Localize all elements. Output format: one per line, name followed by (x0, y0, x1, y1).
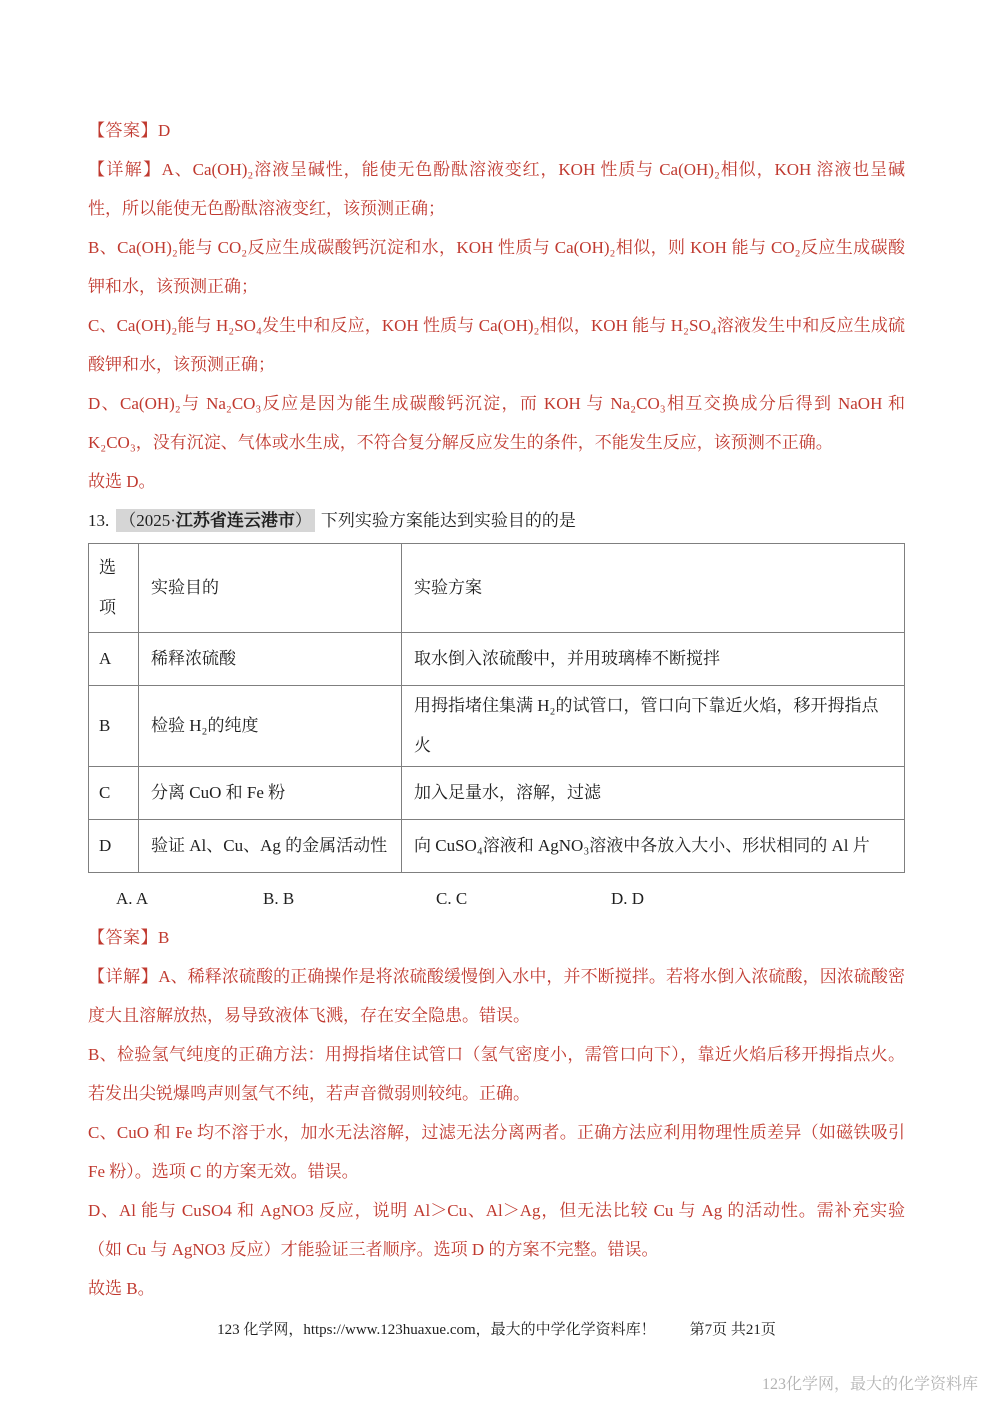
table-header-option: 选项 (89, 544, 139, 633)
table-header-row (89, 544, 905, 633)
answer-value: B (158, 928, 170, 947)
question-stem: 下列实验方案能达到实验目的的是 (320, 511, 576, 530)
choice-a: A. A (116, 889, 149, 908)
explanation-label: 【详解】 (88, 967, 159, 986)
explanation-label: 【详解】 (88, 160, 162, 179)
answer-line-1 (88, 111, 905, 150)
footer-page-number: 第7页 共21页 (689, 1322, 776, 1338)
explanation-paragraph: D、Al 能与 CuSO4 和 AgNO3 反应，说明 Al＞Cu、Al＞Ag，但无法比较 Cu 与 Ag 的活动性。需补充实验（如 Cu 与 AgNO3 反应）才能验证三者顺序。选项 D 的方案不完整。错误。 (88, 1201, 905, 1259)
table-cell-option: A (89, 633, 139, 686)
table-cell-option: D (89, 820, 139, 873)
table-row (89, 686, 905, 767)
footer-site-text: 123 化学网，https://www.123huaxue.com，最大的中学化学资料库！ (217, 1322, 656, 1338)
explanation-paragraph: B、Ca(OH)₂能与 CO₂反应生成碳酸钙沉淀和水，KOH 性质与 Ca(OH)₂相似，则 KOH 能与 CO₂反应生成碳酸钾和水，该预测正确； (88, 238, 905, 296)
table-cell-option: B (89, 686, 139, 767)
question-source-highlight (116, 509, 315, 532)
question-13-stem-line (88, 501, 905, 540)
question-source-prefix: （2025· (119, 511, 176, 530)
question-number: 13. (88, 511, 110, 530)
explanation-paragraph (88, 150, 905, 228)
answer-conclusion: 故选 D。 (88, 472, 156, 491)
table-cell-plan: 加入足量水，溶解，过滤 (402, 767, 905, 820)
explanation-paragraph: C、CuO 和 Fe 均不溶于水，加水无法溶解，过滤无法分离两者。正确方法应利用物理性质差异（如磁铁吸引 Fe 粉）。选项 C 的方案无效。错误。 (88, 1123, 905, 1181)
table-row (89, 820, 905, 873)
explanation-paragraph: B、检验氢气纯度的正确方法：用拇指堵住试管口（氢气密度小，需管口向下），靠近火焰后移开拇指点火。若发出尖锐爆鸣声则氢气不纯，若声音微弱则较纯。正确。 (88, 1045, 905, 1103)
explanation-text: A、稀释浓硫酸的正确操作是将浓硫酸缓慢倒入水中，并不断搅拌。若将水倒入浓硫酸，因浓硫酸密度大且溶解放热，易导致液体飞溅，存在安全隐患。错误。 (88, 967, 906, 1025)
table-cell-plan: 用拇指堵住集满 H₂的试管口，管口向下靠近火焰，移开拇指点火 (402, 686, 905, 767)
table-header-purpose: 实验目的 (139, 544, 402, 633)
question-source-suffix: ） (294, 511, 312, 530)
table-cell-purpose: 验证 Al、Cu、Ag 的金属活动性 (139, 820, 402, 873)
table-cell-plan: 向 CuSO₄溶液和 AgNO₃溶液中各放入大小、形状相同的 Al 片 (402, 820, 905, 873)
choice-b: B. B (263, 889, 295, 908)
watermark-text: 123化学网，最大的化学资料库 (761, 1376, 978, 1393)
explanation-paragraph: C、Ca(OH)₂能与 H₂SO₄发生中和反应，KOH 性质与 Ca(OH)₂相似，KOH 能与 H₂SO₄溶液发生中和反应生成硫酸钾和水，该预测正确； (88, 316, 905, 374)
table-header-plan: 实验方案 (402, 544, 905, 633)
choice-d: D. D (611, 889, 645, 908)
explanation-text: A、Ca(OH)₂溶液呈碱性，能使无色酚酞溶液变红，KOH 性质与 Ca(OH)₂相似，KOH 溶液也呈碱性，所以能使无色酚酞溶液变红，该预测正确； (88, 160, 906, 218)
table-cell-plan: 取水倒入浓硫酸中，并用玻璃棒不断搅拌 (402, 633, 905, 686)
experiment-table (88, 543, 905, 873)
table-cell-purpose: 稀释浓硫酸 (139, 633, 402, 686)
explanation-paragraph (88, 957, 905, 1035)
question-source-region: 江苏省连云港市 (175, 511, 295, 530)
answer-line-2 (88, 918, 905, 957)
answer-label: 【答案】 (88, 928, 158, 947)
answer-label: 【答案】 (88, 121, 158, 140)
table-cell-purpose: 检验 H₂的纯度 (139, 686, 402, 767)
explanation-paragraph: D、Ca(OH)₂与 Na₂CO₃反应是因为能生成碳酸钙沉淀，而 KOH 与 Na₂CO₃相互交换成分后得到 NaOH 和 K₂CO₃，没有沉淀、气体或水生成，不符合复分解反应发生的条件，不能发生反应，该预测不正确。 (88, 394, 905, 452)
table-cell-option: C (89, 767, 139, 820)
choice-c: C. C (436, 889, 468, 908)
answer-value: D (158, 121, 171, 140)
choices-row (88, 879, 905, 918)
table-row (89, 633, 905, 686)
page-footer (88, 1318, 905, 1342)
table-row (89, 767, 905, 820)
answer-conclusion: 故选 B。 (88, 1279, 155, 1298)
table-cell-purpose: 分离 CuO 和 Fe 粉 (139, 767, 402, 820)
